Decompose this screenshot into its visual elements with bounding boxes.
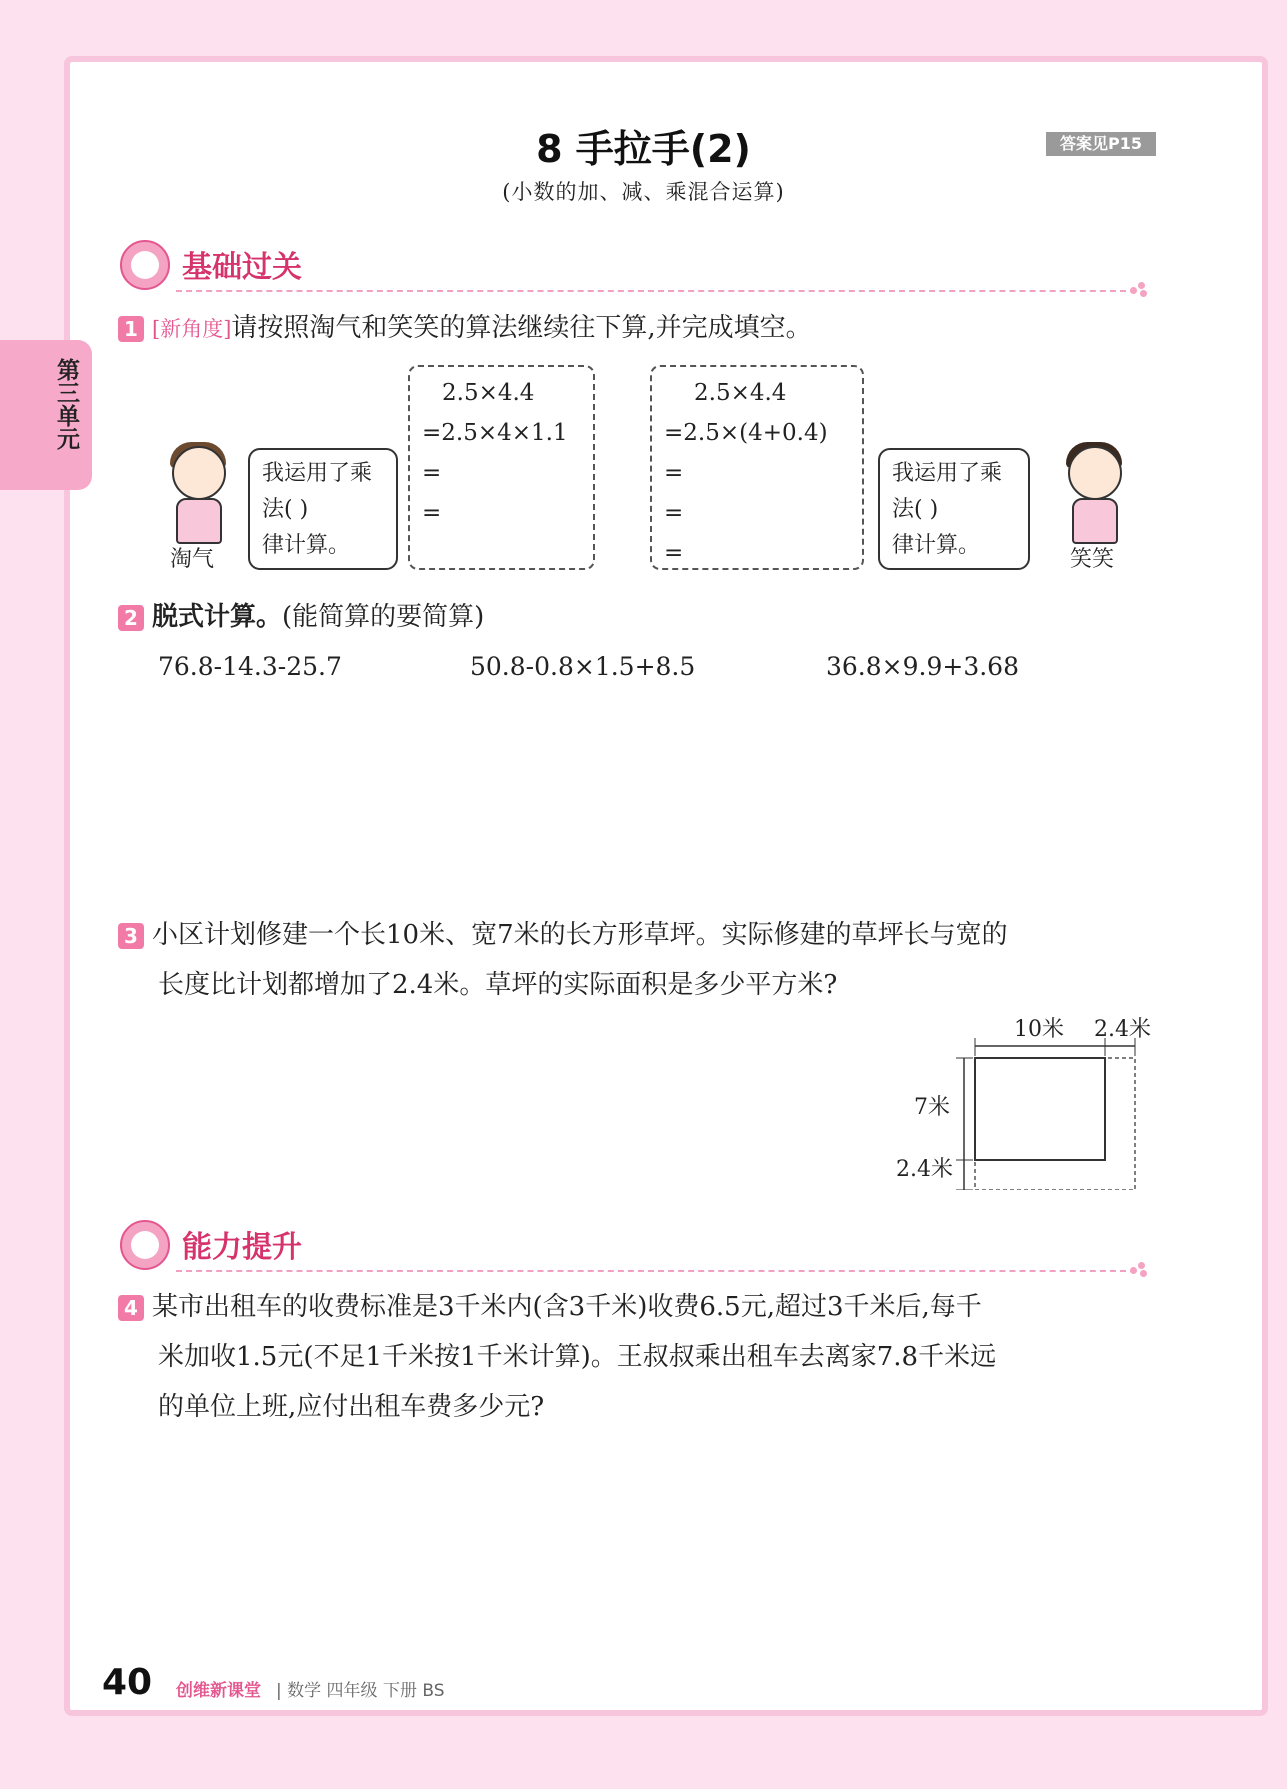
- calc-line: =: [664, 460, 684, 486]
- calc-line: =: [422, 460, 442, 486]
- kid-name-right: 笑笑: [1070, 547, 1115, 572]
- expression-2: 50.8-0.8×1.5+8.5: [470, 652, 696, 681]
- speech-bubble-left: [248, 448, 398, 570]
- section-divider: [176, 1270, 1136, 1272]
- question-number: 1: [118, 316, 144, 342]
- question-4-line-2: 米加收1.5元(不足1千米按1千米计算)。王叔叔乘出租车去离家7.8千米远: [158, 1342, 997, 1372]
- section-basic-header: [116, 238, 1156, 298]
- section-basic-label: 基础过关: [182, 250, 302, 285]
- diagram-label-width: 7米: [914, 1095, 950, 1120]
- calc-line: 2.5×4.4: [694, 380, 787, 406]
- question-tag: [新角度]: [152, 317, 232, 341]
- calc-box-right: [650, 365, 864, 570]
- bubble-line: 我运用了乘: [892, 461, 1003, 486]
- answer-reference-badge: 答案见P15: [1046, 132, 1156, 156]
- bubble-line: 我运用了乘: [262, 461, 373, 486]
- section-advanced-header: [116, 1218, 1156, 1278]
- question-number: 4: [118, 1295, 144, 1321]
- calc-line: =: [422, 500, 442, 526]
- publisher-brand: 创维新课堂: [176, 1681, 261, 1701]
- diagram-label-length-extra: 2.4米: [1094, 1017, 1151, 1042]
- calc-line: =: [664, 540, 684, 566]
- section-advanced-label: 能力提升: [182, 1230, 302, 1265]
- unit-tab: [0, 340, 92, 490]
- decorative-dots-icon: [1130, 282, 1150, 298]
- question-1-prompt: [118, 303, 812, 354]
- question-4-line-1: 某市出租车的收费标准是3千米内(含3千米)收费6.5元,超过3千米后,每千: [152, 1292, 982, 1322]
- cartoon-avatar-icon: [120, 1220, 170, 1270]
- calc-line: =: [664, 500, 684, 526]
- question-3-line-1: 小区计划修建一个长10米、宽7米的长方形草坪。实际修建的草坪长与宽的: [152, 920, 1008, 950]
- page-subtitle: (小数的加、减、乘混合运算): [502, 180, 785, 204]
- question-4-line-3: 的单位上班,应付出租车费多少元?: [158, 1392, 545, 1422]
- question-2-note: (能简算的要简算): [282, 602, 485, 632]
- question-3-line-2: 长度比计划都增加了2.4米。草坪的实际面积是多少平方米?: [158, 970, 838, 1000]
- question-2-title: 脱式计算。: [152, 602, 283, 632]
- bubble-line: 法( ): [892, 497, 939, 522]
- book-info: | 数学 四年级 下册 BS: [276, 1681, 445, 1701]
- decorative-dots-icon: [1130, 1262, 1150, 1278]
- unit-tab-label: 第三单元: [53, 358, 79, 450]
- calc-line: 2.5×4.4: [442, 380, 535, 406]
- kid-name-left: 淘气: [170, 547, 215, 572]
- section-divider: [176, 290, 1136, 292]
- diagram-label-width-extra: 2.4米: [896, 1157, 953, 1182]
- page-title: 8 手拉手(2): [536, 127, 751, 171]
- diagram-label-length: 10米: [1014, 1017, 1064, 1042]
- question-4-prompt: [118, 1282, 1168, 1432]
- question-number: 2: [118, 605, 144, 631]
- bubble-line: 律计算。: [892, 533, 981, 558]
- page-number: 40: [102, 1662, 153, 1703]
- question-2-prompt: [118, 592, 484, 642]
- question-1-text: 请按照淘气和笑笑的算法继续往下算,并完成填空。: [231, 313, 812, 343]
- expression-3: 36.8×9.9+3.68: [826, 652, 1019, 681]
- question-3-prompt: [118, 910, 1158, 1010]
- calc-box-left: [408, 365, 595, 570]
- question-number: 3: [118, 923, 144, 949]
- cartoon-avatar-icon: [120, 240, 170, 290]
- girl-xiaoxiao-illustration: [1056, 446, 1130, 542]
- calc-line: =2.5×(4+0.4): [664, 420, 828, 446]
- speech-bubble-right: [878, 448, 1030, 570]
- bubble-line: 律计算。: [262, 533, 351, 558]
- bubble-line: 法( ): [262, 497, 309, 522]
- calc-line: =2.5×4×1.1: [422, 420, 568, 446]
- boy-taoqi-illustration: [160, 446, 234, 542]
- expression-1: 76.8-14.3-25.7: [158, 652, 342, 681]
